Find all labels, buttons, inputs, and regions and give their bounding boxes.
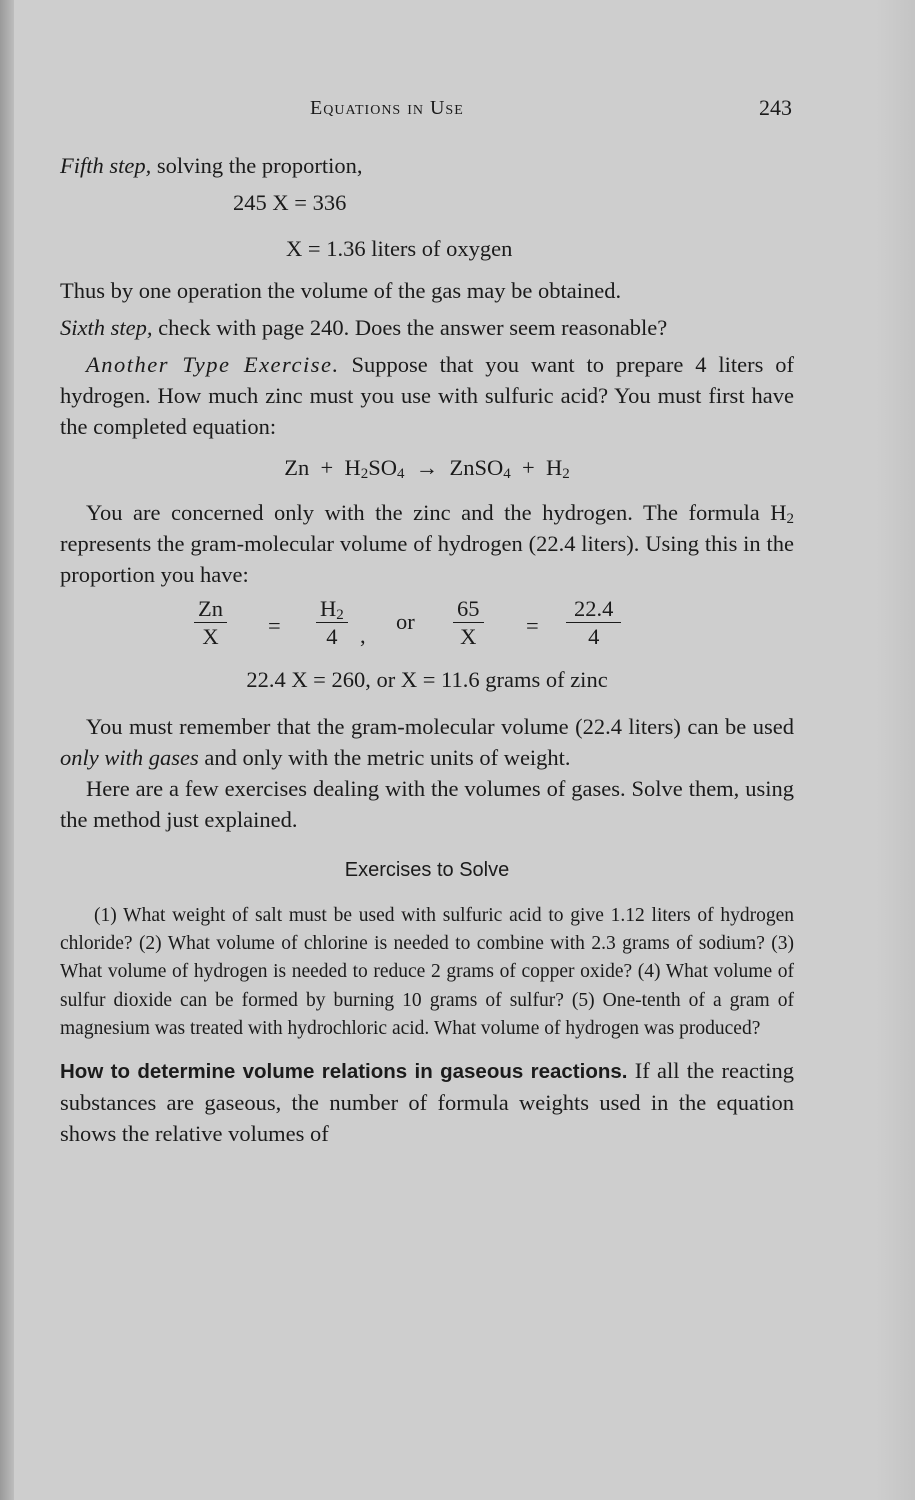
exercises-text: (1) What weight of salt must be used with sulfuric acid to give 1.12 liters of hydrogen chloride? (2) What volume of chlorine is needed to combine with 2.3 grams of sodium? (3) What volume of hydrogen is needed to reduce 2 grams of copper oxide? (4) What volume of sulfur dioxide can be formed by burning 10 grams of sulfur? (5) One-tenth of a gram of magnesium was treated with hydrochloric acid. What volume of hydrogen was produced? xyxy=(60,905,794,1039)
eq-plus: + xyxy=(522,455,535,480)
page-number: 243 xyxy=(759,95,792,120)
fifth-step-text: solving the proportion, xyxy=(151,153,363,178)
section-text: If all the reacting substances are gaseous, the number of formula weights used in the equation shows the relative volumes of xyxy=(60,1058,794,1147)
section-heading: How to determine volume relations in gaseous reactions. xyxy=(60,1060,628,1084)
comma: , xyxy=(360,623,366,648)
concerned-paragraph: You are concerned only with the zinc and the hydrogen. The formula $H_2$ represents the gram-molecular volume of hydrogen (22.4 liters). Using this in the proportion you have: xyxy=(60,500,794,587)
another-type-label: Another Type Exercise. xyxy=(86,352,340,377)
result-equation: 22.4 X = 260, or X = 11.6 grams of zinc xyxy=(246,667,608,692)
section-paragraph xyxy=(60,1055,794,1149)
eq-znso4: ZnSO$_4$ xyxy=(449,455,511,482)
sixth-step-text: check with page 240. Does the answer seem reasonable? xyxy=(152,315,668,340)
book-page xyxy=(14,0,915,1500)
fraction-22.4-over-4: $\frac{22.4}{4}$ xyxy=(566,596,621,651)
eq-zn: Zn xyxy=(284,455,310,480)
proportion-line-1 xyxy=(60,181,794,227)
eq-arrow: → xyxy=(415,455,439,480)
fraction-equation xyxy=(60,596,794,660)
page-body xyxy=(60,150,794,1149)
thus-paragraph: Thus by one operation the volume of the gas may be obtained. xyxy=(60,278,622,303)
eq-plus: + xyxy=(320,455,334,480)
another-type-text: Suppose that you want to prepare 4 liters of hydrogen. How much zinc must you use with sulfuric acid? You must first have the completed equation: xyxy=(60,352,794,439)
fifth-step-label: Fifth step, xyxy=(60,153,152,178)
fraction-65-over-x: $\frac{65}{X}$ xyxy=(453,596,484,651)
fraction-zn-over-x: $\frac{Zn}{X}$ xyxy=(194,596,227,651)
sixth-step-label: Sixth step, xyxy=(60,315,153,340)
eq-h2: $H_2$ xyxy=(545,455,570,482)
running-head: Equations in Use xyxy=(310,97,464,119)
eq-h2so4: $H_2SO_4$ xyxy=(344,455,405,482)
sixth-step-paragraph xyxy=(60,312,794,343)
exercises-title: Exercises to Solve xyxy=(344,859,510,881)
here-paragraph: Here are a few exercises dealing with the volumes of gases. Solve them, using the method just explained. xyxy=(60,776,794,832)
equals-sign: = xyxy=(268,613,281,638)
chemical-equation xyxy=(60,452,794,483)
equals-sign: = xyxy=(526,613,539,638)
proportion-line-2 xyxy=(60,227,794,273)
or-word: or xyxy=(396,609,415,634)
remember-paragraph: You must remember that the gram-molecular volume (22.4 liters) can be used only with gases and only with the metric units of weight. xyxy=(60,714,794,770)
exercises-block xyxy=(60,902,794,1043)
book-gutter xyxy=(0,0,14,1500)
another-type-paragraph xyxy=(60,349,794,442)
proportion-equation-2: X = 1.36 liters of oxygen xyxy=(286,236,513,261)
fifth-step-paragraph xyxy=(60,150,794,181)
fraction-h2-over-4: $\frac{H_2}{4}$ xyxy=(316,596,348,651)
proportion-equation-1: 245 X = 336 xyxy=(233,190,347,215)
italic-emphasis: only with gases xyxy=(60,745,199,770)
page-header xyxy=(60,95,792,125)
